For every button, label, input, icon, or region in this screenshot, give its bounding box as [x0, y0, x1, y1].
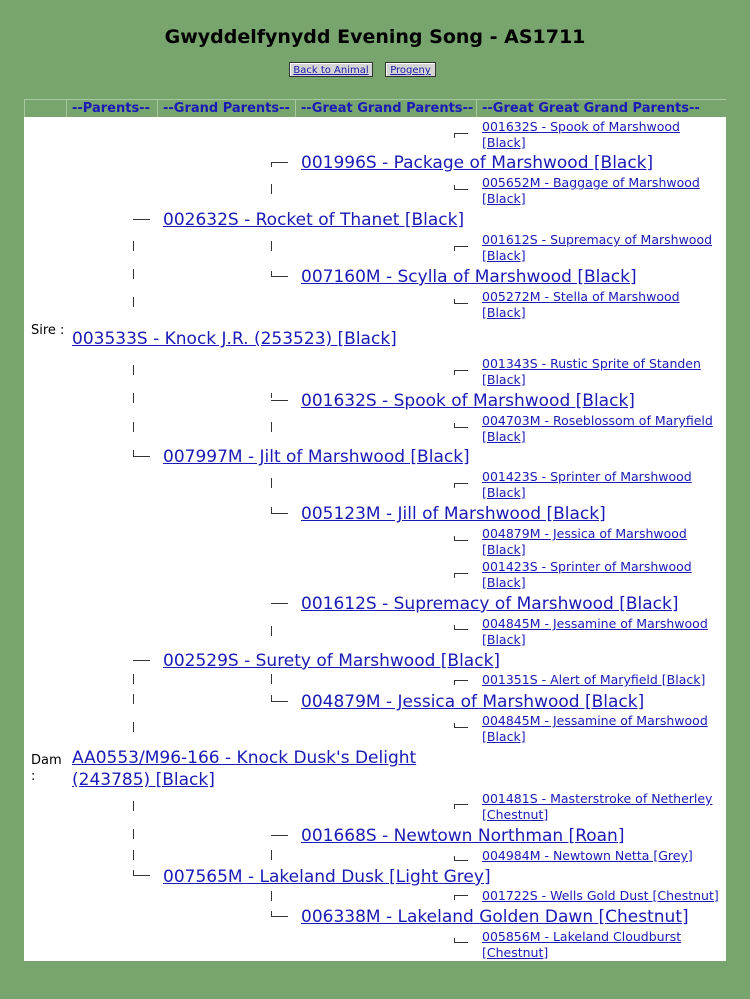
back-to-animal-button[interactable]: Back to Animal: [289, 62, 373, 77]
tree-connector-line: [271, 276, 288, 277]
sire-label: Sire :: [31, 323, 65, 338]
tree-connector-line: [454, 427, 468, 428]
tree-connector-line: [271, 603, 288, 604]
tree-connector-line: [133, 850, 134, 860]
tree-connector-line: [133, 297, 134, 307]
tree-connector-line: [133, 365, 134, 375]
ancestor-link-ggg-2[interactable]: 005652M - Baggage of Marshwood [Black]: [482, 175, 700, 206]
ancestor-link-ggg-16[interactable]: 005856M - Lakeland Cloudburst [Chestnut]: [482, 929, 682, 960]
header-grand-parents: --Grand Parents--: [157, 100, 295, 118]
tree-connector-line: [454, 860, 468, 861]
header-blank: [24, 100, 66, 118]
tree-connector-line: [271, 422, 272, 432]
ancestor-link-gg-1[interactable]: 001996S - Package of Marshwood [Black]: [301, 153, 654, 173]
tree-connector-line: [271, 393, 272, 398]
ancestor-link-g-4[interactable]: 007565M - Lakeland Dusk [Light Grey]: [163, 867, 491, 887]
ancestor-link-gg-3[interactable]: 001632S - Spook of Marshwood [Black]: [301, 391, 635, 411]
tree-connector-line: [271, 916, 288, 917]
ancestor-link-g-1[interactable]: 002632S - Rocket of Thanet [Black]: [163, 210, 465, 230]
tree-connector-line: [454, 942, 468, 943]
tree-connector-line: [271, 400, 288, 401]
ancestor-link-gg-5[interactable]: 001612S - Supremacy of Marshwood [Black]: [301, 594, 679, 614]
ancestor-link-gg-2[interactable]: 007160M - Scylla of Marshwood [Black]: [301, 267, 637, 287]
ancestor-link-ggg-11[interactable]: 001351S - Alert of Maryfield [Black]: [482, 672, 706, 687]
tree-connector-line: [454, 133, 468, 134]
tree-connector-line: [133, 829, 134, 839]
ancestor-link-g-3[interactable]: 002529S - Surety of Marshwood [Black]: [163, 651, 501, 671]
tree-connector-line: [133, 660, 150, 661]
tree-connector-line: [133, 875, 150, 876]
tree-connector-line: [271, 701, 288, 702]
tree-connector-line: [454, 804, 468, 805]
ancestor-link-gg-8[interactable]: 006338M - Lakeland Golden Dawn [Chestnut]: [301, 907, 689, 927]
ancestor-link-g-2[interactable]: 007997M - Jilt of Marshwood [Black]: [163, 447, 470, 467]
tree-connector-line: [133, 456, 150, 457]
tree-connector-line: [454, 189, 468, 190]
ancestor-link-ggg-4[interactable]: 005272M - Stella of Marshwood [Black]: [482, 289, 680, 320]
tree-connector-line: [133, 422, 134, 432]
tree-connector-line: [454, 895, 468, 896]
ancestor-link-gg-4[interactable]: 005123M - Jill of Marshwood [Black]: [301, 504, 606, 524]
tree-connector-line: [133, 393, 134, 403]
tree-connector-line: [133, 674, 134, 684]
header-great-grand-parents: --Great Grand Parents--: [295, 100, 476, 118]
tree-connector-line: [271, 241, 272, 251]
ancestor-link-ggg-3[interactable]: 001612S - Supremacy of Marshwood [Black]: [482, 232, 713, 263]
ancestor-link-ggg-12[interactable]: 004845M - Jessamine of Marshwood [Black]: [482, 713, 708, 744]
tree-connector-line: [271, 835, 288, 836]
ancestor-link-ggg-14[interactable]: 004984M - Newtown Netta [Grey]: [482, 848, 693, 863]
tree-connector-line: [454, 573, 468, 574]
ancestor-link-ggg-10[interactable]: 004845M - Jessamine of Marshwood [Black]: [482, 616, 708, 647]
tree-connector-line: [133, 694, 134, 704]
page-title: Gwyddelfynydd Evening Song - AS1711: [164, 26, 586, 48]
tree-connector-line: [454, 246, 468, 247]
ancestor-link-ggg-9[interactable]: 001423S - Sprinter of Marshwood [Black]: [482, 559, 692, 590]
tree-connector-line: [133, 722, 134, 732]
tree-connector-line: [271, 513, 288, 514]
dam-link[interactable]: AA0553/M96-166 - Knock Dusk's Delight (243785) [Black]: [72, 748, 417, 790]
tree-connector-line: [454, 727, 468, 728]
tree-connector-line: [271, 891, 272, 901]
ancestor-link-ggg-7[interactable]: 001423S - Sprinter of Marshwood [Black]: [482, 469, 692, 500]
tree-connector-line: [133, 801, 134, 811]
tree-connector-line: [271, 478, 272, 488]
dam-label: Dam :: [31, 753, 62, 784]
ancestor-link-ggg-8[interactable]: 004879M - Jessica of Marshwood [Black]: [482, 526, 687, 557]
ancestor-link-ggg-1[interactable]: 001632S - Spook of Marshwood [Black]: [482, 119, 680, 150]
progeny-button[interactable]: Progeny: [385, 62, 436, 77]
tree-connector-line: [271, 674, 272, 684]
tree-connector-line: [271, 162, 288, 163]
header-great-great-grand-parents: --Great Great Grand Parents--: [476, 100, 726, 118]
tree-connector-line: [271, 626, 272, 636]
ancestor-link-gg-7[interactable]: 001668S - Newtown Northman [Roan]: [301, 826, 625, 846]
pedigree-header-row: [24, 99, 726, 118]
tree-connector-line: [271, 184, 272, 194]
tree-connector-line: [454, 680, 468, 681]
header-parents: --Parents--: [66, 100, 157, 118]
tree-connector-line: [454, 370, 468, 371]
tree-connector-line: [454, 629, 468, 630]
pedigree-tree: [24, 117, 726, 961]
ancestor-link-ggg-6[interactable]: 004703M - Roseblossom of Maryfield [Black]: [482, 413, 713, 444]
ancestor-link-ggg-13[interactable]: 001481S - Masterstroke of Netherley [Chestnut]: [482, 791, 713, 822]
tree-connector-line: [133, 241, 134, 251]
ancestor-link-ggg-5[interactable]: 001343S - Rustic Sprite of Standen [Black]: [482, 356, 701, 387]
ancestor-link-ggg-15[interactable]: 001722S - Wells Gold Dust [Chestnut]: [482, 888, 719, 903]
tree-connector-line: [454, 303, 468, 304]
tree-connector-line: [133, 219, 150, 220]
sire-link[interactable]: 003533S - Knock J.R. (253523) [Black]: [72, 329, 397, 349]
ancestor-link-gg-6[interactable]: 004879M - Jessica of Marshwood [Black]: [301, 692, 645, 712]
tree-connector-line: [271, 850, 272, 860]
tree-connector-line: [454, 483, 468, 484]
tree-connector-line: [454, 540, 468, 541]
tree-connector-line: [133, 269, 134, 279]
